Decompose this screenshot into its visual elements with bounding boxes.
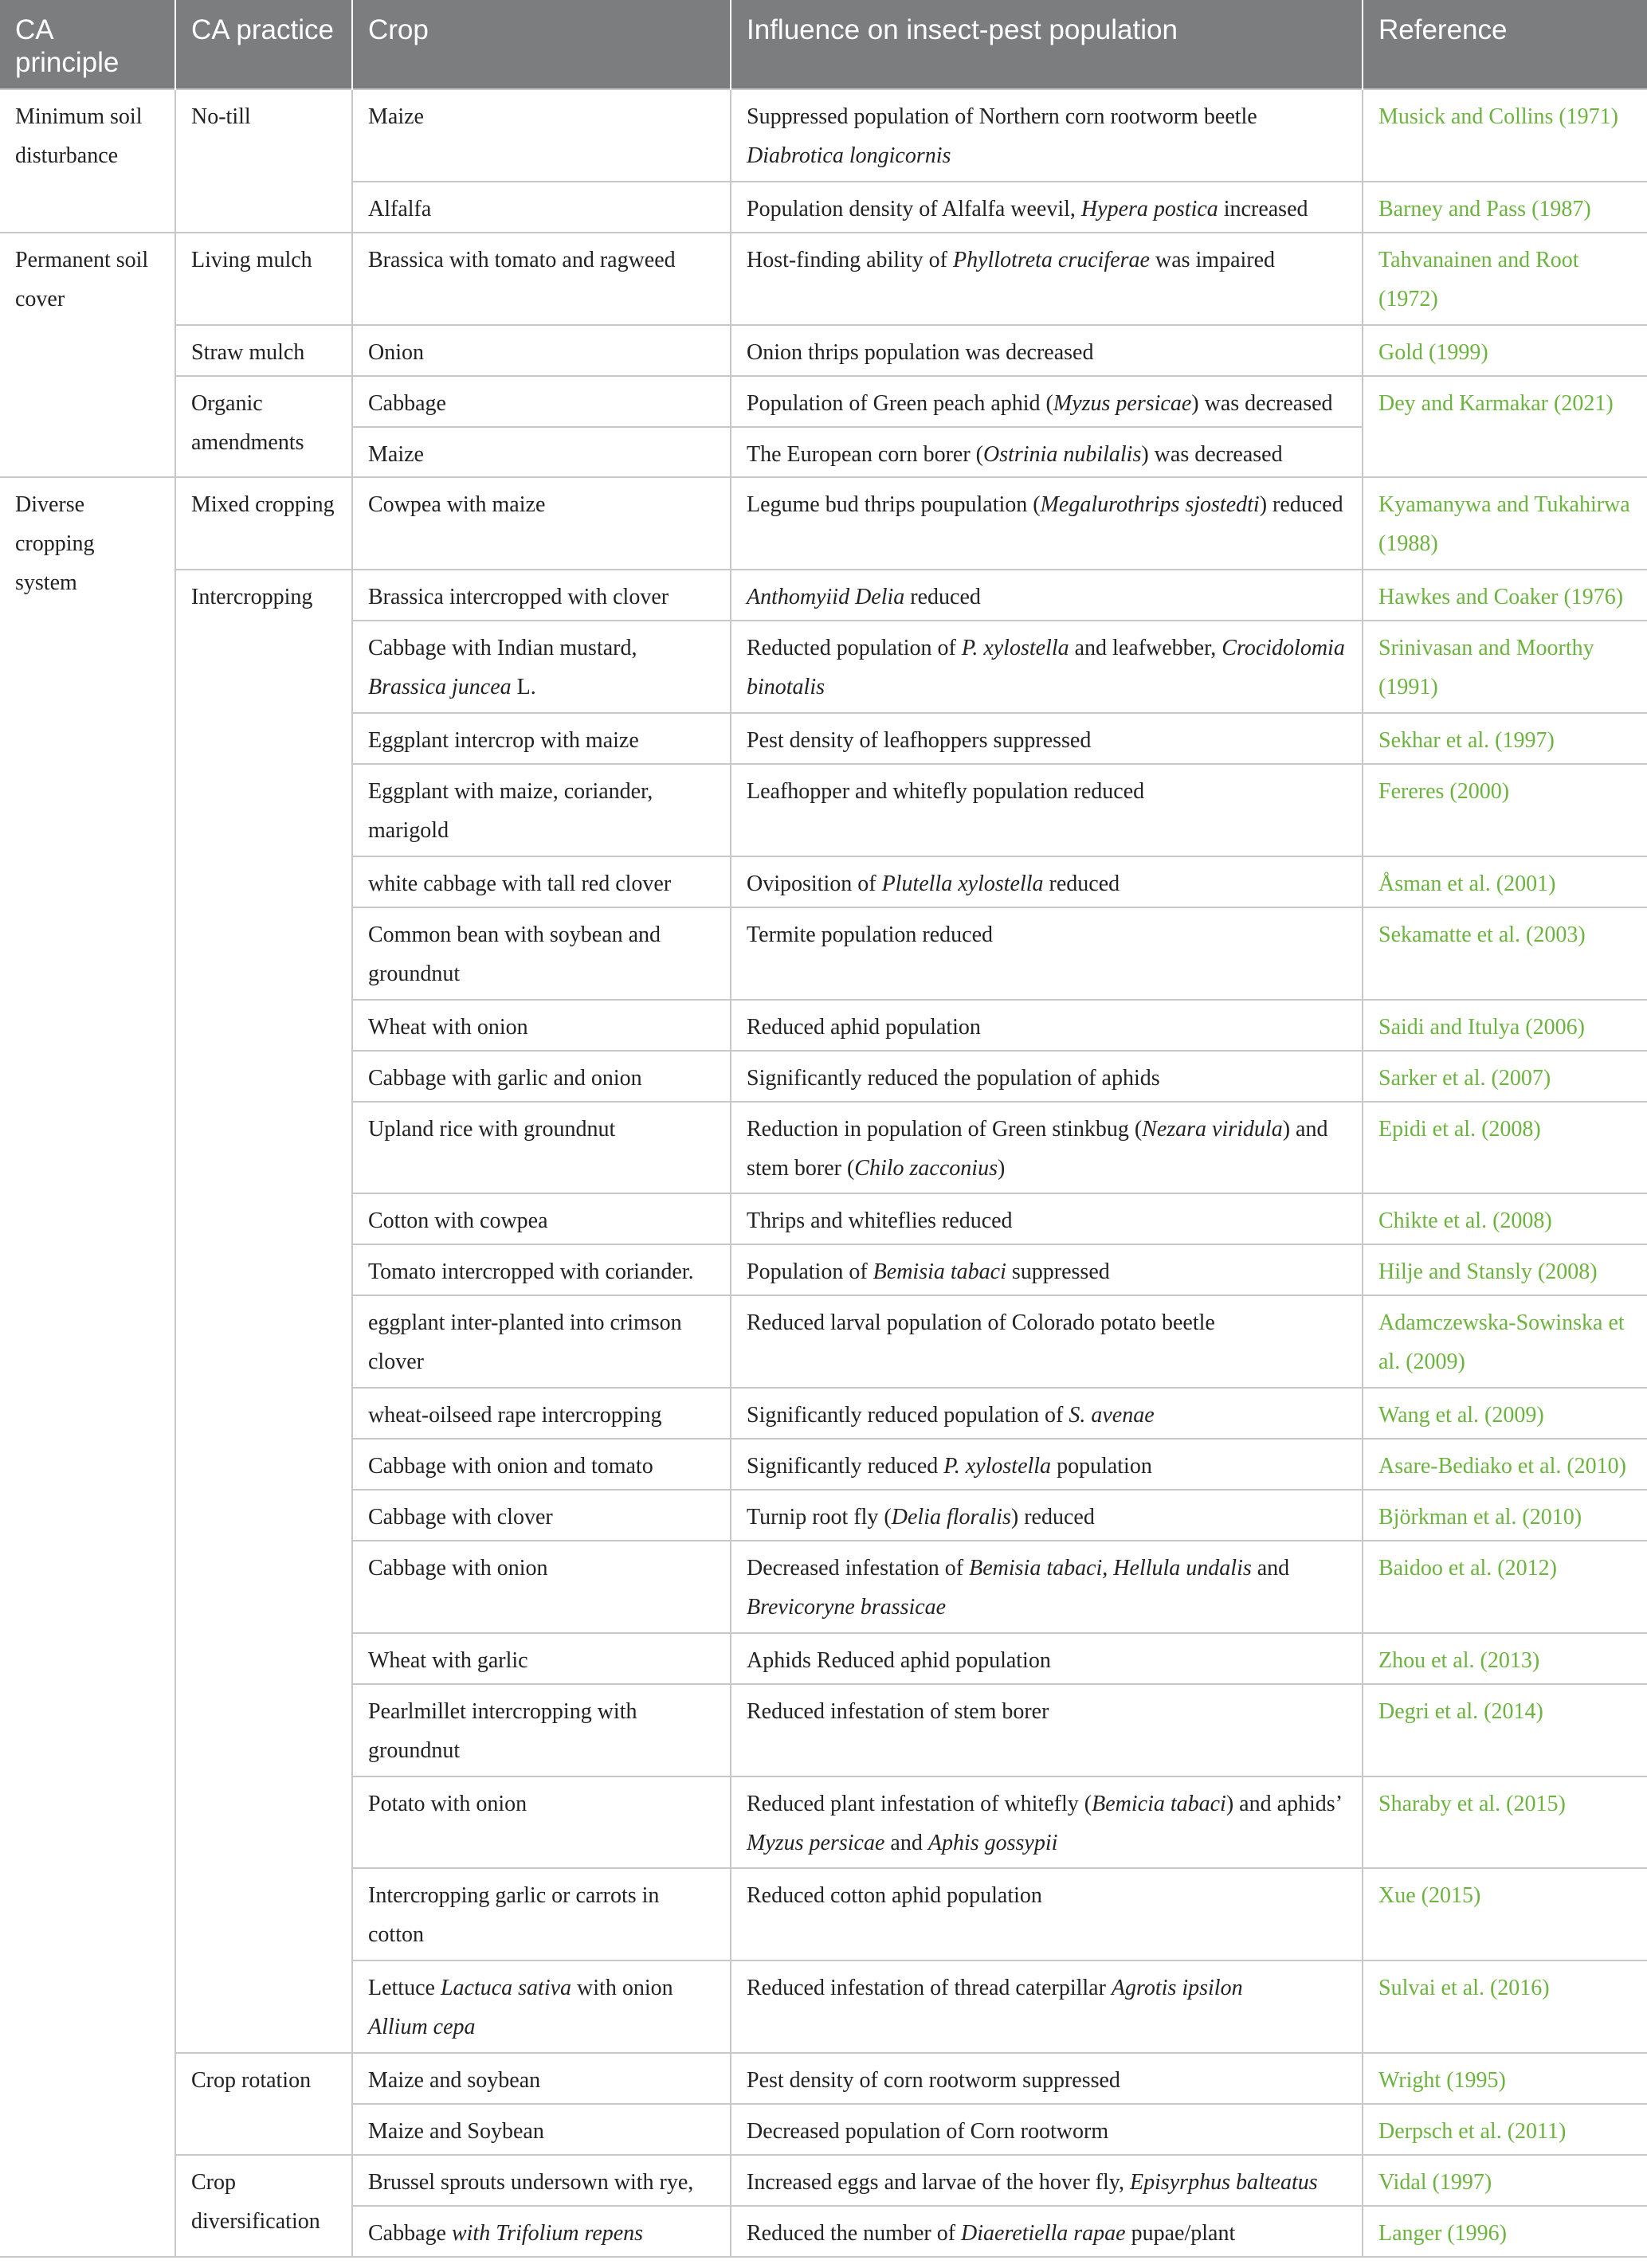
- influence-cell: Reduced the number of Diaeretiella rapae pupae/plant: [731, 2206, 1363, 2257]
- influence-cell: Reduced larval population of Colorado potato beetle: [731, 1295, 1363, 1388]
- reference-cell: Hawkes and Coaker (1976): [1363, 570, 1647, 621]
- influence-cell: Onion thrips population was decreased: [731, 325, 1363, 376]
- reference-cell: Björkman et al. (2010): [1363, 1490, 1647, 1541]
- reference-cell: Wang et al. (2009): [1363, 1388, 1647, 1439]
- influence-cell: Reduced aphid population: [731, 1000, 1363, 1051]
- ca-practice-cell: Crop rotation: [175, 2053, 352, 2155]
- influence-cell: Reduction in population of Green stinkbug (Nezara viridula) and stem borer (Chilo zacconius): [731, 1102, 1363, 1194]
- header-reference: Reference: [1363, 0, 1647, 89]
- reference-cell: Musick and Collins (1971): [1363, 89, 1647, 182]
- reference-cell: Xue (2015): [1363, 1868, 1647, 1961]
- ca-practice-cell: Organic amendments: [175, 376, 352, 478]
- crop-cell: Cabbage: [352, 376, 731, 427]
- influence-cell: Reduced infestation of stem borer: [731, 1684, 1363, 1776]
- crop-cell: Brassica intercropped with clover: [352, 570, 731, 621]
- influence-cell: Leafhopper and whitefly population reduced: [731, 764, 1363, 856]
- influence-cell: Reduced plant infestation of whitefly (Bemicia tabaci) and aphids’ Myzus persicae and Aphis gossypii: [731, 1776, 1363, 1869]
- crop-cell: Maize and Soybean: [352, 2104, 731, 2155]
- crop-cell: Pearlmillet intercropping with groundnut: [352, 1684, 731, 1776]
- crop-cell: Upland rice with groundnut: [352, 1102, 731, 1194]
- influence-cell: Oviposition of Plutella xylostella reduced: [731, 856, 1363, 907]
- ca-principle-cell: Permanent soil cover: [0, 233, 175, 478]
- reference-cell: Sarker et al. (2007): [1363, 1051, 1647, 1102]
- influence-cell: Decreased infestation of Bemisia tabaci, Hellula undalis and Brevicoryne brassicae: [731, 1541, 1363, 1633]
- crop-cell: Maize: [352, 427, 731, 478]
- reference-cell: Hilje and Stansly (2008): [1363, 1244, 1647, 1295]
- ca-practice-cell: Intercropping: [175, 570, 352, 2053]
- table-row: [0, 89, 1647, 182]
- influence-cell: Increased eggs and larvae of the hover fly, Episyrphus balteatus: [731, 2155, 1363, 2206]
- influence-cell: Reduced infestation of thread caterpillar Agrotis ipsilon: [731, 1961, 1363, 2053]
- reference-cell: Degri et al. (2014): [1363, 1684, 1647, 1776]
- reference-cell: Kyamanywa and Tukahirwa (1988): [1363, 477, 1647, 570]
- reference-cell: Gold (1999): [1363, 325, 1647, 376]
- crop-cell: Wheat with garlic: [352, 1633, 731, 1684]
- reference-cell: Langer (1996): [1363, 2206, 1647, 2257]
- reference-cell: Srinivasan and Moorthy (1991): [1363, 621, 1647, 713]
- reference-cell: Adamczewska-Sowinska et al. (2009): [1363, 1295, 1647, 1388]
- influence-cell: Population of Bemisia tabaci suppressed: [731, 1244, 1363, 1295]
- influence-cell: Decreased population of Corn rootworm: [731, 2104, 1363, 2155]
- influence-cell: Anthomyiid Delia reduced: [731, 570, 1363, 621]
- crop-cell: eggplant inter-planted into crimson clover: [352, 1295, 731, 1388]
- influence-cell: Termite population reduced: [731, 907, 1363, 1000]
- ca-practice-cell: No-till: [175, 89, 352, 233]
- crop-cell: Brassica with tomato and ragweed: [352, 233, 731, 325]
- crop-cell: Common bean with soybean and groundnut: [352, 907, 731, 1000]
- crop-cell: Cabbage with onion and tomato: [352, 1439, 731, 1490]
- reference-cell: Dey and Karmakar (2021): [1363, 376, 1647, 478]
- crop-cell: Cabbage with clover: [352, 1490, 731, 1541]
- reference-cell: Sulvai et al. (2016): [1363, 1961, 1647, 2053]
- ca-practice-cell: Straw mulch: [175, 325, 352, 376]
- header-ca-practice: CA practice: [175, 0, 352, 89]
- crop-cell: Maize: [352, 89, 731, 182]
- header-influence: Influence on insect-pest population: [731, 0, 1363, 89]
- crop-cell: white cabbage with tall red clover: [352, 856, 731, 907]
- reference-cell: Epidi et al. (2008): [1363, 1102, 1647, 1194]
- influence-cell: Suppressed population of Northern corn rootworm beetle Diabrotica longicornis: [731, 89, 1363, 182]
- crop-cell: Eggplant with maize, coriander, marigold: [352, 764, 731, 856]
- crop-cell: Potato with onion: [352, 1776, 731, 1869]
- influence-cell: Reduced cotton aphid population: [731, 1868, 1363, 1961]
- table-row: [0, 570, 1647, 621]
- reference-cell: Zhou et al. (2013): [1363, 1633, 1647, 1684]
- influence-cell: Population density of Alfalfa weevil, Hypera postica increased: [731, 182, 1363, 233]
- crop-cell: Tomato intercropped with coriander.: [352, 1244, 731, 1295]
- influence-cell: Legume bud thrips poupulation (Megalurothrips sjostedti) reduced: [731, 477, 1363, 570]
- crop-cell: Cowpea with maize: [352, 477, 731, 570]
- table-header-row: [0, 0, 1647, 89]
- crop-cell: Alfalfa: [352, 182, 731, 233]
- crop-cell: Brussel sprouts undersown with rye,: [352, 2155, 731, 2206]
- table-row: [0, 2053, 1647, 2104]
- ca-practice-cell: Crop diversification: [175, 2155, 352, 2257]
- reference-cell: Barney and Pass (1987): [1363, 182, 1647, 233]
- ca-practice-cell: Mixed cropping: [175, 477, 352, 570]
- influence-cell: Pest density of corn rootworm suppressed: [731, 2053, 1363, 2104]
- influence-cell: Significantly reduced the population of aphids: [731, 1051, 1363, 1102]
- influence-cell: Aphids Reduced aphid population: [731, 1633, 1363, 1684]
- crop-cell: Lettuce Lactuca sativa with onion Allium cepa: [352, 1961, 731, 2053]
- reference-cell: Asare-Bediako et al. (2010): [1363, 1439, 1647, 1490]
- ca-principle-cell: Minimum soil disturbance: [0, 89, 175, 233]
- influence-cell: Turnip root fly (Delia floralis) reduced: [731, 1490, 1363, 1541]
- header-ca-principle: CA principle: [0, 0, 175, 89]
- crop-cell: Cabbage with onion: [352, 1541, 731, 1633]
- influence-cell: The European corn borer (Ostrinia nubilalis) was decreased: [731, 427, 1363, 478]
- ca-principle-cell: Diverse cropping system: [0, 477, 175, 2257]
- influence-cell: Significantly reduced P. xylostella population: [731, 1439, 1363, 1490]
- reference-cell: Fereres (2000): [1363, 764, 1647, 856]
- table-row: [0, 477, 1647, 570]
- table-row: [0, 2155, 1647, 2206]
- reference-cell: Sekamatte et al. (2003): [1363, 907, 1647, 1000]
- reference-cell: Wright (1995): [1363, 2053, 1647, 2104]
- reference-cell: Åsman et al. (2001): [1363, 856, 1647, 907]
- crop-cell: Cotton with cowpea: [352, 1193, 731, 1244]
- crop-cell: Onion: [352, 325, 731, 376]
- reference-cell: Sekhar et al. (1997): [1363, 713, 1647, 764]
- influence-cell: Pest density of leafhoppers suppressed: [731, 713, 1363, 764]
- table-row: [0, 376, 1647, 427]
- crop-cell: Intercropping garlic or carrots in cotton: [352, 1868, 731, 1961]
- table-body: [0, 89, 1647, 2257]
- reference-cell: Tahvanainen and Root (1972): [1363, 233, 1647, 325]
- reference-cell: Saidi and Itulya (2006): [1363, 1000, 1647, 1051]
- reference-cell: Baidoo et al. (2012): [1363, 1541, 1647, 1633]
- reference-cell: Vidal (1997): [1363, 2155, 1647, 2206]
- influence-cell: Thrips and whiteflies reduced: [731, 1193, 1363, 1244]
- reference-cell: Derpsch et al. (2011): [1363, 2104, 1647, 2155]
- influence-cell: Significantly reduced population of S. avenae: [731, 1388, 1363, 1439]
- ca-practice-cell: Living mulch: [175, 233, 352, 325]
- crop-cell: Maize and soybean: [352, 2053, 731, 2104]
- influence-cell: Host-finding ability of Phyllotreta cruciferae was impaired: [731, 233, 1363, 325]
- crop-cell: Cabbage with Indian mustard, Brassica juncea L.: [352, 621, 731, 713]
- crop-cell: Cabbage with Trifolium repens: [352, 2206, 731, 2257]
- crop-cell: Wheat with onion: [352, 1000, 731, 1051]
- influence-cell: Reducted population of P. xylostella and leafwebber, Crocidolomia binotalis: [731, 621, 1363, 713]
- reference-cell: Sharaby et al. (2015): [1363, 1776, 1647, 1869]
- reference-cell: Chikte et al. (2008): [1363, 1193, 1647, 1244]
- crop-cell: Eggplant intercrop with maize: [352, 713, 731, 764]
- table-row: [0, 233, 1647, 325]
- table-row: [0, 325, 1647, 376]
- crop-cell: wheat-oilseed rape intercropping: [352, 1388, 731, 1439]
- header-crop: Crop: [352, 0, 731, 89]
- influence-cell: Population of Green peach aphid (Myzus persicae) was decreased: [731, 376, 1363, 427]
- crop-cell: Cabbage with garlic and onion: [352, 1051, 731, 1102]
